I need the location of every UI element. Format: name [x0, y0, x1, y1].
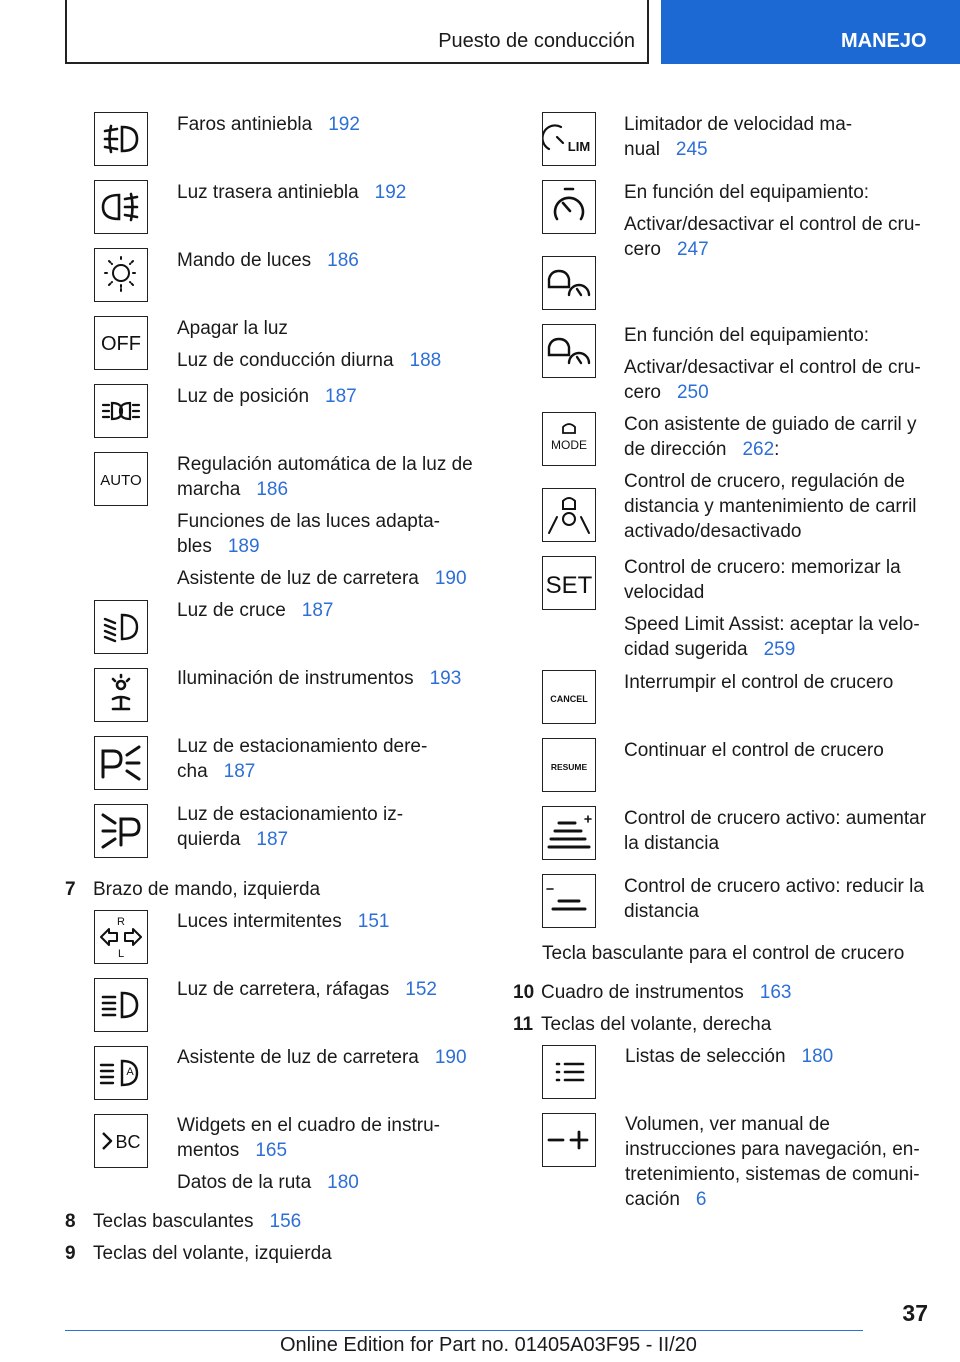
item-text: activado/desactivado: [624, 521, 802, 542]
item-text: Interrumpir el control de crucero: [624, 672, 894, 693]
rocker-note: Tecla basculante para el control de crucero: [542, 943, 905, 964]
page-ref-link[interactable]: 245: [675, 139, 708, 160]
page-ref-link[interactable]: 192: [374, 182, 407, 203]
mode-icon: [542, 412, 596, 466]
item-text: distancia y mantenimiento de carril: [624, 496, 917, 517]
item-text: Volumen, ver manual de: [625, 1114, 830, 1135]
item-text: quierda 187: [177, 829, 289, 850]
page-ref-link[interactable]: 187: [301, 600, 334, 621]
item-text: mentos 165: [177, 1140, 288, 1161]
footer-edition: Online Edition for Part no. 01405A03F95 - II/20: [280, 1334, 697, 1356]
item-text: Regulación automática de la luz de: [177, 454, 473, 475]
high-beam-icon: [94, 978, 148, 1032]
auto-light-icon: [94, 452, 148, 506]
section-label: Cuadro de instrumentos 163: [541, 982, 792, 1003]
item-text: Asistente de luz de carretera 190: [177, 1047, 467, 1068]
cruise-control-icon: [542, 180, 596, 234]
speed-limiter-icon: [542, 112, 596, 166]
page-ref-link[interactable]: 186: [256, 479, 289, 500]
page-ref-link[interactable]: 187: [223, 761, 256, 782]
page-ref-link[interactable]: 186: [327, 250, 359, 271]
position-light-icon: [94, 384, 148, 438]
distance-cruise-icon: [542, 256, 596, 310]
page-number: 37: [902, 1300, 928, 1326]
set-icon: [542, 556, 596, 610]
chapter-tab-label: MANEJO: [841, 30, 927, 52]
cancel-icon-text: CANCEL: [550, 694, 588, 704]
item-text: Control de crucero: memorizar la: [624, 557, 901, 578]
item-number: 10: [513, 982, 535, 1003]
item-text: Datos de la ruta 180: [177, 1172, 359, 1193]
page-ref-link[interactable]: 156: [269, 1211, 302, 1232]
bc-icon: [94, 1114, 148, 1168]
distance-increase-icon: [542, 806, 596, 860]
item-text: Luz de cruce 187: [177, 600, 334, 621]
item-text: Mando de luces 186: [177, 250, 359, 271]
page-ref-link[interactable]: 180: [327, 1172, 359, 1193]
page-ref-link[interactable]: 165: [255, 1140, 288, 1161]
item-number: 11: [513, 1014, 534, 1035]
low-beam-icon: [94, 600, 148, 654]
page-ref-link[interactable]: 190: [434, 568, 467, 589]
page-ref-link[interactable]: 187: [325, 386, 357, 407]
item-text: Limitador de velocidad ma-: [624, 114, 853, 135]
svg-text:L: L: [117, 948, 125, 960]
item-text: tretenimiento, sistemas de comuni-: [625, 1164, 920, 1185]
item-text: Luces intermitentes 151: [177, 911, 390, 932]
item-text: Luz de carretera, ráfagas 152: [177, 979, 437, 1000]
item-text: Luz de estacionamiento dere-: [177, 736, 428, 757]
item-text: distancia: [624, 901, 699, 922]
svg-text:A: A: [126, 1066, 134, 1078]
parking-light-left-icon: [94, 804, 148, 858]
item-text: Con asistente de guiado de carril y: [624, 414, 917, 435]
item-text: cha 187: [177, 761, 256, 782]
parking-light-right-icon: [94, 736, 148, 790]
footer-rule: [65, 1330, 863, 1331]
item-text: En función del equipamiento:: [624, 325, 870, 346]
page-ref-link[interactable]: 151: [357, 911, 390, 932]
svg-text:R: R: [117, 916, 125, 928]
item-text: Continuar el control de crucero: [624, 740, 884, 761]
item-text: cero 250: [624, 382, 709, 403]
section-label: Brazo de mando, izquierda: [93, 879, 321, 900]
item-number: 7: [65, 879, 76, 900]
fog-light-rear-icon: [94, 180, 148, 234]
item-text: Speed Limit Assist: aceptar la velo-: [624, 614, 920, 635]
item-text: de dirección 262:: [624, 439, 780, 460]
page-ref-link[interactable]: 262: [742, 439, 775, 460]
section-title: Puesto de conducción: [438, 30, 635, 52]
fog-light-front-icon: [94, 112, 148, 166]
item-text: Asistente de luz de carretera 190: [177, 568, 467, 589]
item-number: 9: [65, 1243, 76, 1264]
item-text: Funciones de las luces adapta-: [177, 511, 440, 532]
item-text: Control de crucero activo: reducir la: [624, 876, 924, 897]
item-text: Apagar la luz: [177, 318, 288, 339]
instrument-lighting-icon: [94, 668, 148, 722]
auto-icon-text: AUTO: [100, 472, 142, 489]
item-text: bles 189: [177, 536, 260, 557]
header-section-box: [65, 0, 649, 64]
item-text: marcha 186: [177, 479, 289, 500]
page-ref-link[interactable]: 180: [801, 1046, 834, 1067]
section-label: Teclas basculantes 156: [93, 1211, 302, 1232]
page-ref-link[interactable]: 163: [759, 982, 792, 1003]
item-text: Activar/desactivar el control de cru-: [624, 357, 921, 378]
item-text: Activar/desactivar el control de cru-: [624, 214, 921, 235]
item-text: Control de crucero, regulación de: [624, 471, 905, 492]
item-text: En función del equipamiento:: [624, 182, 870, 203]
item-text: Luz trasera antiniebla 192: [177, 182, 407, 203]
chapter-tab[interactable]: [661, 0, 960, 64]
page-ref-link[interactable]: 187: [256, 829, 289, 850]
list-icon: [542, 1045, 596, 1099]
item-text: Luz de conducción diurna 188: [177, 350, 442, 371]
set-icon-text: SET: [545, 572, 593, 599]
item-text: Faros antiniebla 192: [177, 114, 360, 135]
page-ref-link[interactable]: 190: [434, 1047, 467, 1068]
item-text: Iluminación de instrumentos 193: [177, 668, 462, 689]
item-text: Luz de posición 187: [177, 386, 357, 407]
distance-decrease-icon: [542, 874, 596, 928]
page-ref-link[interactable]: 6: [695, 1189, 707, 1210]
cancel-icon: [542, 670, 596, 724]
item-text: cero 247: [624, 239, 709, 260]
page-ref-link[interactable]: 152: [405, 979, 437, 1000]
distance-cruise-icon-2: [542, 324, 596, 378]
item-text: nual 245: [624, 139, 708, 160]
item-text: velocidad: [624, 582, 705, 603]
section-label: Teclas del volante, derecha: [541, 1014, 772, 1035]
page-ref-link[interactable]: 250: [676, 382, 709, 403]
bc-icon-text: BC: [115, 1132, 141, 1152]
lane-assist-icon: [542, 488, 596, 542]
volume-icon: [542, 1113, 596, 1167]
item-text: instrucciones para navegación, en-: [625, 1139, 920, 1160]
resume-icon: [542, 738, 596, 792]
mode-icon-text: MODE: [551, 438, 587, 452]
item-text: Luz de estacionamiento iz-: [177, 804, 404, 825]
light-switch-icon: [94, 248, 148, 302]
off-icon-text: OFF: [101, 333, 141, 355]
page-ref-link[interactable]: 188: [409, 350, 442, 371]
item-number: 8: [65, 1211, 76, 1232]
item-text: Widgets en el cuadro de instru-: [177, 1115, 440, 1136]
page-ref-link[interactable]: 192: [328, 114, 360, 135]
item-text: Listas de selección 180: [625, 1046, 834, 1067]
item-text: la distancia: [624, 833, 720, 854]
section-label: Teclas del volante, izquierda: [93, 1243, 332, 1264]
turn-signal-icon: [94, 910, 148, 964]
item-text: Control de crucero activo: aumentar: [624, 808, 927, 829]
high-beam-assist-icon: [94, 1046, 148, 1100]
page-ref-link[interactable]: 259: [763, 639, 796, 660]
lim-icon-text: LIM: [567, 139, 591, 154]
off-icon: [94, 316, 148, 370]
item-text: cidad sugerida 259: [624, 639, 796, 660]
item-text: cación 6: [625, 1189, 707, 1210]
page-ref-link[interactable]: 247: [676, 239, 709, 260]
resume-icon-text: RESUME: [550, 762, 588, 772]
page-ref-link[interactable]: 193: [429, 668, 462, 689]
page-ref-link[interactable]: 189: [227, 536, 260, 557]
